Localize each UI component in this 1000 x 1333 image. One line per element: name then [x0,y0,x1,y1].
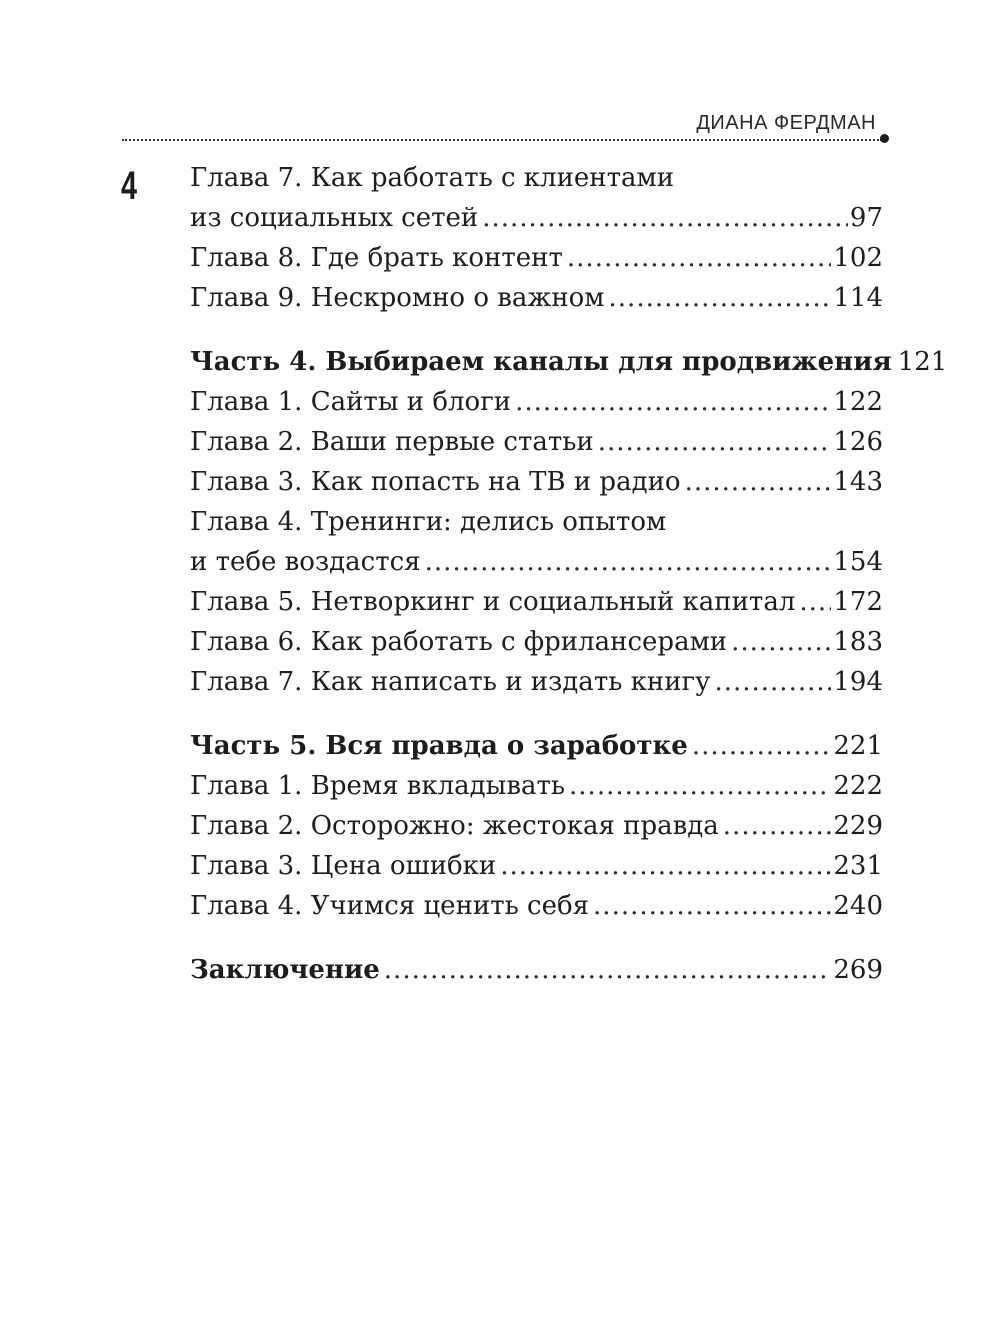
header-dotted-rule [122,139,882,141]
toc-entry [190,502,883,582]
toc-entry-title: Глава 7. Как написать и издать книгу [190,667,711,697]
toc-entry-title: Глава 1. Время вкладывать [190,771,566,801]
toc-entry-page: 229 [833,811,883,841]
toc-entry-title: Часть 5. Вся правда о заработке [190,731,688,761]
toc-dot-leader [482,198,848,238]
toc-entry-title: Глава 2. Осторожно: жестокая правда [190,811,719,841]
table-of-contents [190,158,948,990]
running-header-author: ДИАНА ФЕРДМАН [696,112,876,134]
toc-entry-page: 269 [833,955,883,985]
toc-entry [190,158,883,238]
toc-entry [190,662,883,702]
toc-entry [190,846,883,886]
toc-entry-page: 183 [833,627,883,657]
toc-entry-page: 240 [833,891,883,921]
toc-entry-page: 194 [833,667,883,697]
toc-dot-leader [723,806,832,846]
toc-entry [190,766,883,806]
toc-dot-leader [731,622,831,662]
toc-entry-page: 221 [833,731,883,761]
toc-dot-leader [515,382,831,422]
header-rule-end-dot [880,134,889,143]
toc-entry-page: 154 [833,547,883,577]
toc-dot-leader [425,542,832,582]
toc-entry [190,238,883,278]
toc-dot-leader [598,422,832,462]
toc-entry [190,382,883,422]
toc-entry [190,886,883,926]
toc-entry [190,462,883,502]
toc-entry-page: 122 [833,387,883,417]
toc-entry-page: 222 [833,771,883,801]
toc-entry-title: Часть 4. Выбираем каналы для продвижения [190,347,892,377]
toc-entry-title: из социальных сетей [190,203,479,233]
toc-entry-page: 97 [849,203,883,233]
toc-entry-title: Глава 5. Нетворкинг и социальный капитал [190,587,796,617]
toc-dot-leader [609,278,832,318]
toc-entry-page: 143 [833,467,883,497]
toc-entry-title: Глава 8. Где брать контент [190,243,563,273]
toc-entry-page: 231 [833,851,883,881]
toc-entry-page: 102 [833,243,883,273]
toc-entry [190,622,883,662]
toc-entry-page: 121 [897,347,948,377]
toc-dot-leader [500,846,831,886]
toc-dot-leader [569,766,831,806]
toc-dot-leader [593,886,831,926]
toc-entry-title: Глава 4. Учимся ценить себя [190,891,590,921]
toc-entry-page: 126 [833,427,883,457]
toc-dot-leader [384,950,832,990]
page-number: 4 [121,164,138,208]
toc-dot-leader [799,582,831,622]
toc-entry-title: и тебе воздастся [190,547,421,577]
toc-entry-title: Заключение [190,955,380,985]
toc-entry-title-line1: Глава 7. Как работать с клиентами [190,163,675,193]
toc-entry-title: Глава 6. Как работать с фрилансерами [190,627,728,657]
toc-entry-title: Глава 1. Сайты и блоги [190,387,512,417]
toc-entry [190,582,883,622]
toc-entry-title-line1: Глава 4. Тренинги: делись опытом [190,507,667,537]
toc-entry-title: Глава 3. Цена ошибки [190,851,497,881]
toc-dot-leader [692,726,832,766]
toc-dot-leader [567,238,831,278]
toc-part-heading [190,726,883,766]
toc-dot-leader [714,662,831,702]
toc-dot-leader [685,462,832,502]
toc-entry-title: Глава 3. Как попасть на ТВ и радио [190,467,681,497]
toc-entry [190,806,883,846]
toc-entry-title: Глава 2. Ваши первые статьи [190,427,594,457]
toc-entry-page: 172 [833,587,883,617]
toc-entry-page: 114 [833,283,883,313]
toc-entry-title: Глава 9. Нескромно о важном [190,283,605,313]
toc-entry [190,422,883,462]
toc-part-heading [190,342,948,382]
toc-entry [190,278,883,318]
toc-part-heading [190,950,883,990]
